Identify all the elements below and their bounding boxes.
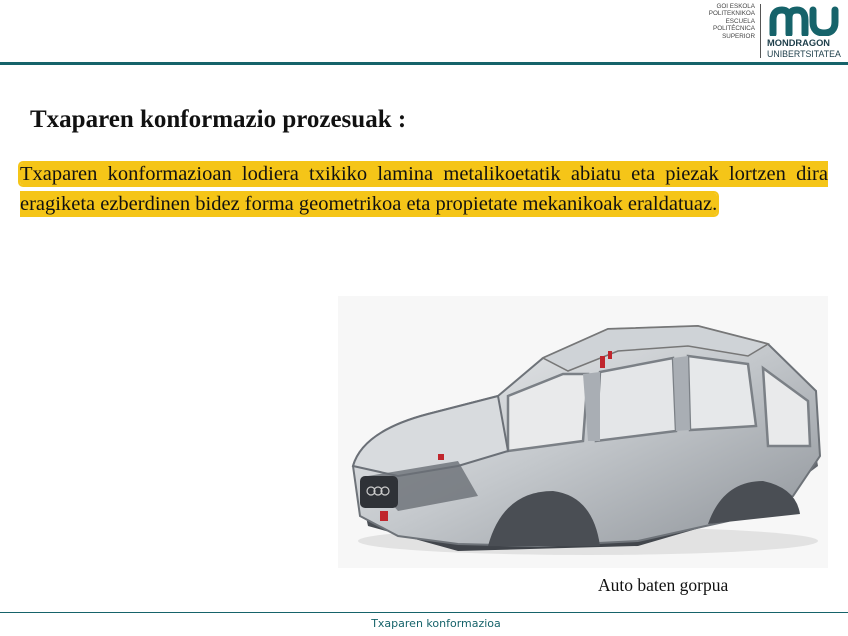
- footer-divider: [0, 612, 848, 613]
- university-name-line: UNIBERTSITATEA: [767, 49, 841, 59]
- school-name-line: ESCUELA: [725, 17, 755, 25]
- mondragon-mu-logo-icon: [768, 6, 844, 36]
- university-name-line: MONDRAGON: [767, 38, 831, 48]
- university-name: [767, 38, 841, 60]
- footer-title: Txaparen konformazioa: [371, 617, 501, 630]
- school-name-line: SUPERIOR: [722, 32, 755, 40]
- image-caption: Auto baten gorpua: [598, 575, 729, 595]
- logo-divider: [760, 4, 761, 58]
- school-name-line: POLITÉCNICA: [713, 25, 755, 33]
- school-name-line: GOI ESKOLA: [716, 3, 755, 10]
- header-divider: [0, 62, 848, 65]
- slide-body-text: [20, 160, 828, 219]
- school-name-line: POLITEKNIKOA: [708, 10, 755, 18]
- car-body-in-white-image: [338, 296, 828, 568]
- school-name-block: [690, 3, 755, 40]
- highlighted-text: Txaparen konformazioan lodiera txikiko lamina metalikoetatik abiatu eta piezak lortzen dira eragiketa ezberdinen bidez forma geometrikoa eta propietate mekanikoak eraldatuaz.: [20, 163, 828, 215]
- slide-title: Txaparen konformazio prozesuak :: [30, 106, 407, 133]
